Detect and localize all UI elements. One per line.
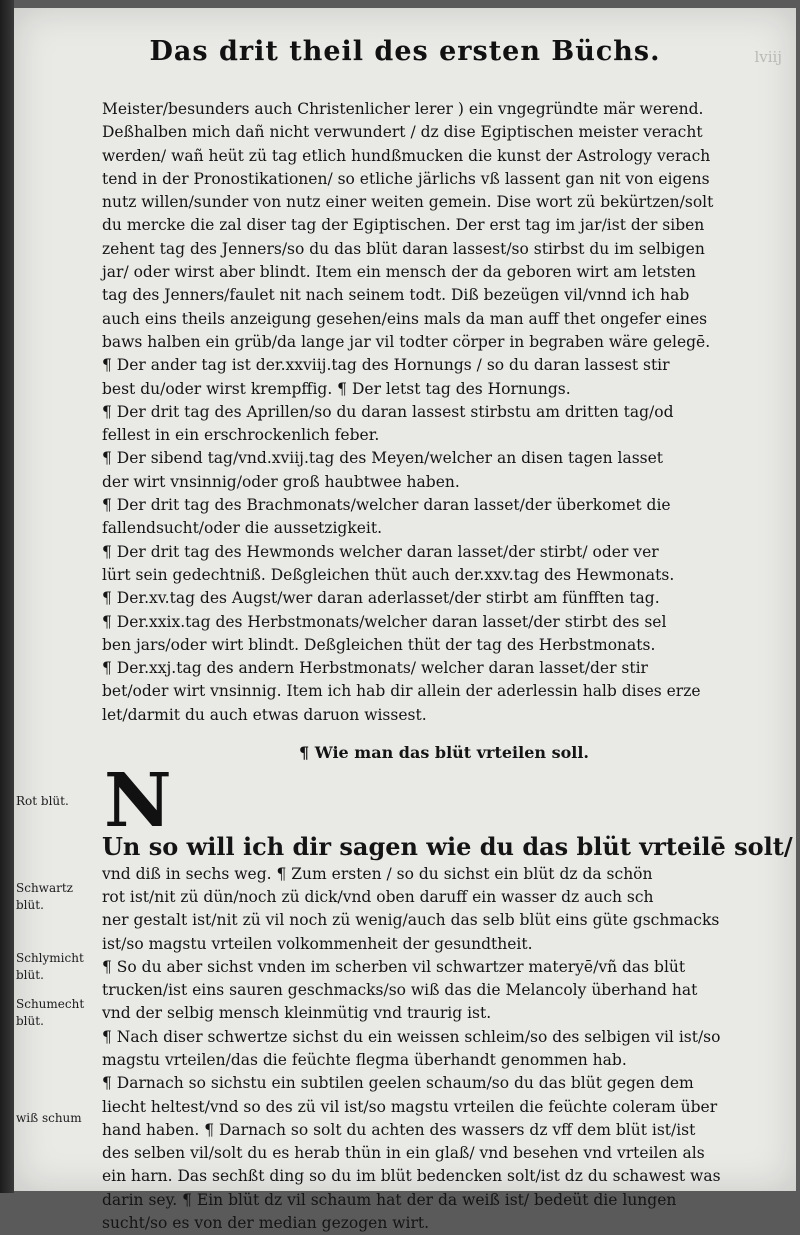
margin-note-line: blüt. xyxy=(16,1014,44,1028)
paragraph-hornung xyxy=(102,354,786,401)
text-line: hand haben. ¶ Darnach so solt du achten des wassers dz vff dem blüt ist/ist xyxy=(102,1120,696,1139)
text-line: der wirt vnsinnig/oder groß haubtwee haben. xyxy=(102,472,460,491)
text-line: ¶ Der drit tag des Hewmonds welcher daran lasset/der stirbt/ oder ver xyxy=(102,542,659,561)
text-line: tend in der Pronostikationen/ so etliche järlichs vß lassent gan nit von eigens xyxy=(102,169,710,188)
text-line: ¶ Darnach so sichstu ein subtilen geelen schaum/so du das blüt gegen dem xyxy=(102,1074,694,1093)
paragraph-colera xyxy=(102,1072,786,1235)
drop-cap-initial: N xyxy=(104,758,172,845)
text-line: auch eins theils anzeigung gesehen/eins mals da man auff thet ongefer eines xyxy=(102,309,708,328)
text-line: magstu vrteilen/das die feüchte flegma überhandt genommen hab. xyxy=(102,1050,627,1069)
margin-note-schleimig xyxy=(16,950,84,984)
text-line: rot ist/nit zü dün/noch zü dick/vnd oben daruff ein wasser dz auch sch xyxy=(102,887,654,906)
page-header-title: Das drit theil des ersten Büchs. xyxy=(149,36,661,67)
text-line: ¶ Der drit tag des Aprillen/so du daran lassest stirbstu am dritten tag/od xyxy=(102,402,674,421)
text-line: ¶ Der drit tag des Brachmonats/welcher daran lasset/der überkomet die xyxy=(102,496,671,515)
text-line: ein harn. Das sechßt ding so du im blüt bedencken solt/ist dz du schawest was xyxy=(102,1167,721,1186)
margin-note-rot: Rot blüt. xyxy=(16,794,69,808)
margin-note-weiss: wiß schum xyxy=(16,1111,82,1125)
text-line: du mercke die zal diser tag der Egiptischen. Der erst tag im jar/ist der siben xyxy=(102,216,705,235)
scan-edge xyxy=(0,0,14,1193)
text-line: vnd diß in sechs weg. ¶ Zum ersten / so du sichst ein blüt dz da schön xyxy=(102,864,653,883)
paragraph-intro xyxy=(102,98,786,354)
text-line: tag des Jenners/faulet nit nach seinem todt. Diß bezeügen vil/vnnd ich hab xyxy=(102,286,690,305)
text-line: ¶ Nach diser schwertze sichst du ein weissen schleim/so des selbigen vil ist/so xyxy=(102,1027,721,1046)
main-text-block xyxy=(102,98,793,1235)
text-line: ¶ Der.xxix.tag des Herbstmonats/welcher daran lasset/der stirbt des sel xyxy=(102,612,667,631)
text-line: ben jars/oder wirt blindt. Deßgleichen thüt der tag des Herbstmonats. xyxy=(102,635,656,654)
text-line: ¶ Der ander tag ist der.xxviij.tag des Hornungs / so du daran lassest stir xyxy=(102,356,670,375)
paragraph-herbstmonat xyxy=(102,611,786,658)
text-line: sucht/so es von der median gezogen wirt. xyxy=(102,1214,430,1233)
margin-note-line: blüt. xyxy=(16,968,44,982)
section-heading: ¶ Wie man das blüt vrteilen soll. xyxy=(299,743,589,763)
text-line: vnd der selbig mensch kleinmütig vnd traurig ist. xyxy=(102,1004,492,1023)
text-line: ¶ Der.xxj.tag des andern Herbstmonats/ welcher daran lasset/der stir xyxy=(102,659,648,678)
paragraph-hewmond xyxy=(102,541,786,588)
text-line: zehent tag des Jenners/so du das blüt daran lassest/so stirbst du im selbigen xyxy=(102,239,705,258)
text-line: ¶ Der.xv.tag des Augst/wer daran aderlasset/der stirbt am fünfften tag. xyxy=(102,589,660,608)
text-line: werden/ wañ heüt zü tag etlich hundßmucken die kunst der Astrology verach xyxy=(102,146,711,165)
text-line: ¶ So du aber sichst vnden im scherben vil schwartzer materyē/vñ das blüt xyxy=(102,957,686,976)
text-line: darin sey. ¶ Ein blüt dz vil schaum hat der da weiß ist/ bedeüt die lungen xyxy=(102,1190,677,1209)
text-line: Deßhalben mich dañ nicht verwundert / dz dise Egiptischen meister veracht xyxy=(102,123,703,142)
section-opening xyxy=(102,758,793,955)
opening-line: Un so will ich dir sagen wie du das blüt vrteilē solt/ xyxy=(102,832,793,862)
text-line: bet/oder wirt vnsinnig. Item ich hab dir allein der aderlessin halb dises erze xyxy=(102,682,701,701)
text-line: baws halben ein grüb/da lange jar vil todter cörper in begraben wäre gelegē. xyxy=(102,332,711,351)
paragraph-brachmonat xyxy=(102,494,786,541)
text-line: jar/ oder wirst aber blindt. Item ein mensch der da geboren wirt am letsten xyxy=(102,263,696,282)
text-line: Meister/besunders auch Christenlicher lerer ) ein vngegründte mär werend. xyxy=(102,100,704,118)
text-line: fallendsucht/oder die aussetzigkeit. xyxy=(102,519,383,538)
text-line: ¶ Der sibend tag/vnd.xviij.tag des Meyen/welcher an disen tagen lasset xyxy=(102,449,664,468)
text-line: trucken/ist eins sauren geschmacks/so wiß das die Melancoly überhand hat xyxy=(102,981,698,1000)
text-line: best du/oder wirst krempffig. ¶ Der letst tag des Hornungs. xyxy=(102,379,571,398)
margin-note-line: blüt. xyxy=(16,898,44,912)
text-line: ner gestalt ist/nit zü vil noch zü wenig/auch das selb blüt eins güte gschmacks xyxy=(102,911,720,930)
margin-note-line: Schlymicht xyxy=(16,951,84,965)
paragraph-meyen xyxy=(102,447,786,494)
paragraph-augst xyxy=(102,587,786,610)
folio-number: lviij xyxy=(754,48,782,66)
text-line: lürt sein gedechtniß. Deßgleichen thüt auch der.xxv.tag des Hewmonats. xyxy=(102,565,675,584)
text-line: fellest in ein erschrockenlich feber. xyxy=(102,426,380,445)
margin-note-line: Schumecht xyxy=(16,997,85,1011)
text-line: nutz willen/sunder von nutz einer weiten gemein. Dise wort zü bekürtzen/solt xyxy=(102,193,714,212)
text-line: ist/so magstu vrteilen volkommenheit der gesundtheit. xyxy=(102,934,533,953)
margin-note-schaumig xyxy=(16,996,84,1030)
paragraph-melancoly xyxy=(102,956,786,1026)
text-line: let/darmit du auch etwas daruon wissest. xyxy=(102,705,427,724)
paragraph-aprill xyxy=(102,401,786,448)
text-line: des selben vil/solt du es herab thün in ein glaß/ vnd besehen vnd vrteilen als xyxy=(102,1144,705,1163)
book-page xyxy=(14,8,796,1233)
paragraph-flegma xyxy=(102,1026,786,1073)
margin-note-line: Schwartz xyxy=(16,881,73,895)
margin-note-schwartz xyxy=(16,880,73,914)
paragraph-andern-herbstmonat xyxy=(102,657,786,727)
text-line: liecht heltest/vnd so des zü vil ist/so magstu vrteilen die feüchte coleram über xyxy=(102,1097,718,1116)
